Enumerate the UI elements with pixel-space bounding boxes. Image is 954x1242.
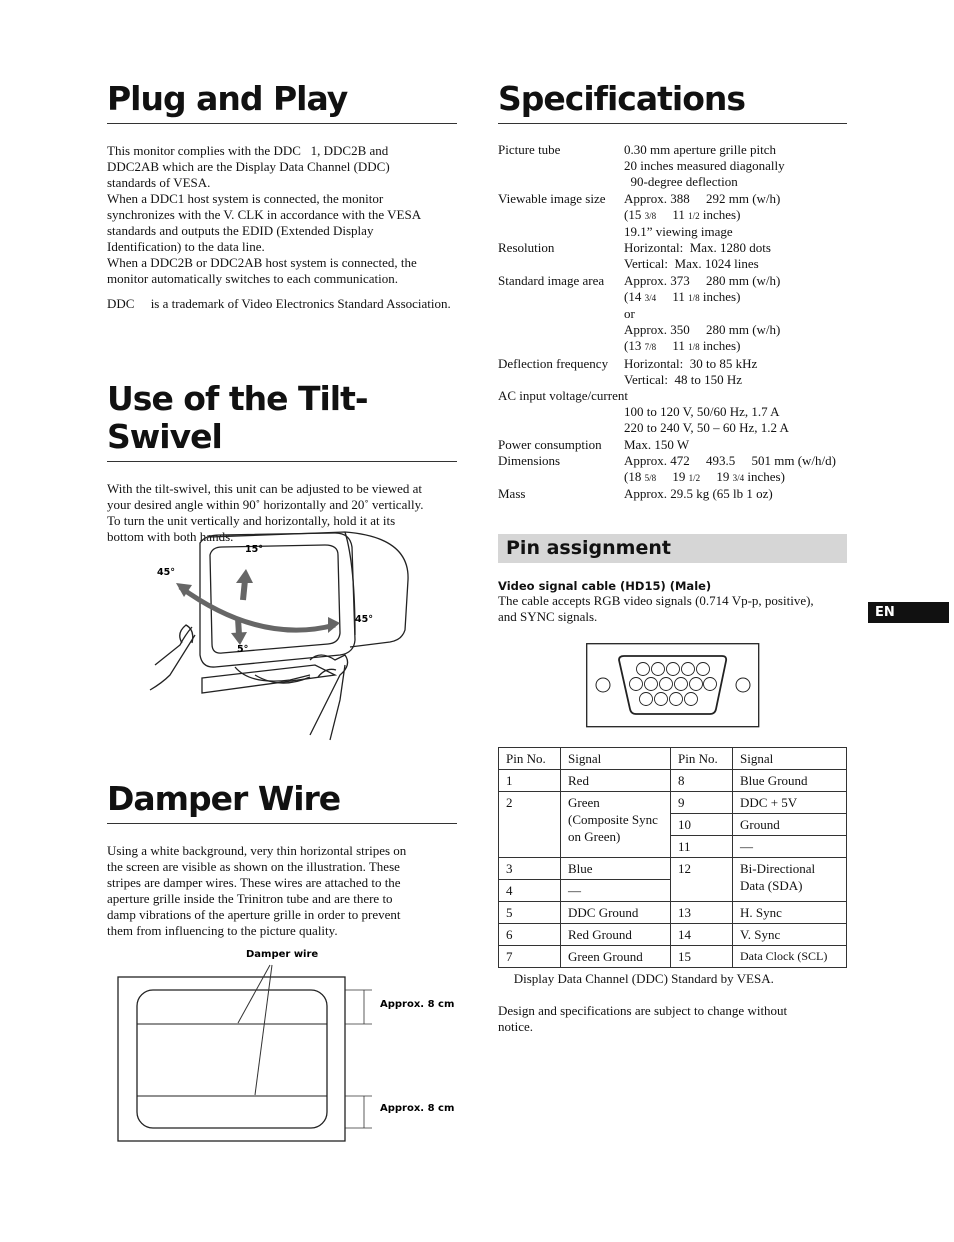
hd15-connector-diagram bbox=[586, 643, 760, 728]
spec-picture-tube: Picture tube 0.30 mm aperture grille pitch 20 inches measured diagonally 90-degree deflection bbox=[498, 142, 785, 190]
plug-and-play-text: This monitor complies with the DDC 1, DDC2B and DDC2AB which are the Display Data Channel (DDC) standards of VESA. When a DDC1 host system is connected, the monitor synchronizes with the V. CLK in accordance with the VESA standards and outputs the EDID (Extended Display Identification) to the data line. When a DDC2B or DDC2AB host system is connected, the monitor automatically switches to each communication. bbox=[107, 143, 422, 286]
spec-ac-input: AC input voltage/current 100 to 120 V, 50/60 Hz, 1.7 A 220 to 240 V, 50 – 60 Hz, 1.2 A bbox=[498, 388, 789, 436]
pin-assignment-table bbox=[498, 747, 847, 968]
spec-viewable-image-size: Viewable image size Approx. 388 292 mm (w/h) (15 3/8 11 1/2 inches) 19.1” viewing image bbox=[498, 190, 781, 240]
spec-standard-image-area: Standard image area Approx. 373 280 mm (w/h) (14 3/4 11 1/8 inches) or Approx. 350 280 mm (w/h) (13 7/8 11 1/8 inches) bbox=[498, 272, 781, 354]
damper-wire-label: Damper wire bbox=[246, 949, 319, 960]
table-row: 11 — bbox=[499, 836, 847, 858]
tilt-swivel-heading: Use of the Tilt-Swivel bbox=[107, 380, 457, 462]
damper-wire-text: Using a white background, very thin horizontal stripes on the screen are visible as shown on the illustration. These stripes are damper wires. These wires are attached to the aperture grille inside the Trinitron tube and are there to damp vibrations of the aperture grille in order to prevent them from influencing to the picture quality. bbox=[107, 843, 407, 938]
table-row: 1 Red 8 Blue Ground bbox=[499, 770, 847, 792]
tilt-swivel-section bbox=[107, 380, 457, 545]
table-row: 5 DDC Ground 13 H. Sync bbox=[499, 902, 847, 924]
cable-description: Video signal cable (HD15) (Male) The cable accepts RGB video signals (0.714 Vp-p, positive), and SYNC signals. bbox=[498, 579, 848, 625]
spec-dimensions: Dimensions Approx. 472 493.5 501 mm (w/h/d) (18 5/8 19 1/2 19 3/4 inches) bbox=[498, 452, 836, 485]
approx-top-label: Approx. 8 cm bbox=[380, 999, 455, 1010]
angle-right-label: 45° bbox=[355, 614, 373, 625]
plug-and-play-heading: Plug and Play bbox=[107, 80, 457, 124]
table-row: 7 Green Ground 15 Data Clock (SCL) bbox=[499, 946, 847, 968]
damper-wire-heading: Damper Wire bbox=[107, 780, 457, 824]
trademark-note: DDC is a trademark of Video Electronics Standard Association. bbox=[107, 296, 451, 311]
tilt-swivel-illustration bbox=[140, 525, 430, 750]
approx-bottom-label: Approx. 8 cm bbox=[380, 1103, 455, 1114]
damper-wire-section bbox=[107, 780, 457, 939]
connector-pins bbox=[630, 663, 717, 706]
spec-deflection-frequency: Deflection frequency Horizontal: 30 to 85 kHz Vertical: 48 to 150 Hz bbox=[498, 355, 758, 387]
language-tab: EN bbox=[868, 602, 949, 623]
angle-up-label: 15° bbox=[245, 544, 263, 555]
change-notice: Design and specifications are subject to change without notice. bbox=[498, 1003, 788, 1034]
specifications-list bbox=[498, 142, 848, 502]
ddc-footnote: Display Data Channel (DDC) Standard by VESA. bbox=[504, 971, 774, 986]
table-row: 4 — bbox=[499, 880, 847, 902]
table-row: 2 Green (Composite Sync on Green) 9 DDC + 5V bbox=[499, 792, 847, 814]
table-row: 3 Blue 12 Bi-Directional Data (SDA) bbox=[499, 858, 847, 880]
spec-resolution: Resolution Horizontal: Max. 1280 dots Vertical: Max. 1024 lines bbox=[498, 240, 771, 272]
specifications-heading: Specifications bbox=[498, 80, 847, 124]
table-header-row: Pin No. Signal Pin No. Signal bbox=[499, 748, 847, 770]
spec-power-consumption: Power consumption Max. 150 W bbox=[498, 436, 690, 452]
angle-left-label: 45° bbox=[157, 567, 175, 578]
table-row: 10 Ground bbox=[499, 814, 847, 836]
spec-mass: Mass Approx. 29.5 kg (65 lb 1 oz) bbox=[498, 486, 773, 502]
table-row: 6 Red Ground 14 V. Sync bbox=[499, 924, 847, 946]
specifications-section bbox=[498, 80, 847, 124]
damper-wire-diagram bbox=[110, 943, 460, 1148]
tilt-swivel-text: With the tilt-swivel, this unit can be adjusted to be viewed at your desired angle within 90˚ horizontally and 20˚ vertically. To turn the unit vertically and horizontally, hold it at its bottom with both hands. bbox=[107, 481, 424, 544]
plug-and-play-section bbox=[107, 80, 457, 312]
cable-title: Video signal cable (HD15) (Male) bbox=[498, 579, 712, 593]
pin-footnotes bbox=[498, 971, 848, 1035]
pin-assignment-heading: Pin assignment bbox=[498, 534, 847, 563]
angle-down-label: 5° bbox=[237, 644, 249, 655]
